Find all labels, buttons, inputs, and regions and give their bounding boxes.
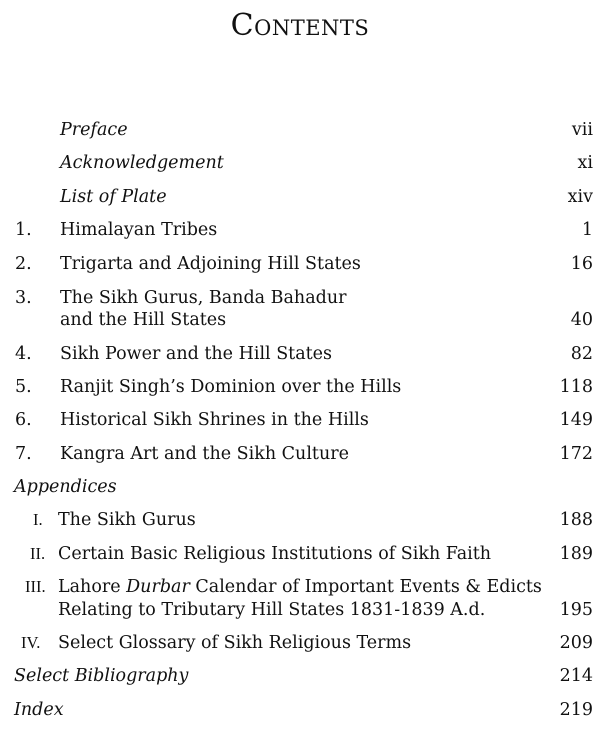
entry-title: Select Glossary of Sikh Religious Terms (58, 633, 412, 653)
entry-page: 219 (559, 700, 593, 720)
entry-page: 188 (559, 510, 593, 530)
chapter-number: 3. (15, 288, 32, 308)
entry-title-pre: Lahore (58, 577, 127, 597)
entry-title-continued: and the Hill States (60, 310, 227, 330)
entry-title: Preface (60, 120, 128, 140)
entry-title: Sikh Power and the Hill States (60, 344, 333, 364)
entry-page: 1 (581, 220, 593, 240)
entry-page: 172 (559, 444, 593, 464)
entry-page: xiv (567, 187, 593, 207)
entry-page: 118 (559, 377, 593, 397)
appendix-number: III. (25, 577, 46, 596)
chapter-number: 7. (15, 444, 32, 464)
chapter-number: 4. (15, 344, 32, 364)
entry-title: Ranjit Singh’s Dominion over the Hills (60, 377, 402, 397)
entry-page: 82 (570, 344, 593, 364)
entry-title-continued: Relating to Tributary Hill States 1831-1839 A.d. (58, 600, 486, 620)
appendix-number: II. (30, 544, 46, 563)
entry-page: 149 (559, 410, 593, 430)
entry-page: 40 (570, 310, 593, 330)
entry-title: Acknowledgement (60, 153, 224, 173)
entry-title: The Sikh Gurus (58, 510, 196, 530)
chapter-number: 6. (15, 410, 32, 430)
entry-title-post: Calendar of Important Events & Edicts (189, 577, 542, 597)
page-title: Contents (230, 8, 370, 43)
entry-page: 195 (559, 600, 593, 620)
chapter-number: 5. (15, 377, 32, 397)
entry-title-emphasis: Durbar (126, 577, 190, 597)
entry-page: 214 (559, 666, 593, 686)
entry-title: List of Plate (60, 187, 167, 207)
entry-title (58, 576, 542, 598)
entry-page: 209 (559, 633, 593, 653)
entry-title: Certain Basic Religious Institutions of Sikh Faith (58, 544, 492, 564)
entry-title: Trigarta and Adjoining Hill States (60, 254, 361, 274)
appendix-number: IV. (21, 633, 41, 652)
appendix-number: I. (33, 510, 43, 529)
entry-page: vii (571, 120, 593, 140)
entry-title: The Sikh Gurus, Banda Bahadur (60, 288, 347, 308)
chapter-number: 1. (15, 220, 32, 240)
entry-title: Kangra Art and the Sikh Culture (60, 444, 349, 464)
entry-title: Index (14, 700, 64, 720)
chapter-number: 2. (15, 254, 32, 274)
entry-title: Himalayan Tribes (60, 220, 218, 240)
entry-title: Select Bibliography (14, 666, 189, 686)
entry-page: xi (577, 153, 593, 173)
section-heading: Appendices (14, 477, 117, 497)
entry-page: 16 (570, 254, 593, 274)
entry-title: Historical Sikh Shrines in the Hills (60, 410, 369, 430)
entry-page: 189 (559, 544, 593, 564)
